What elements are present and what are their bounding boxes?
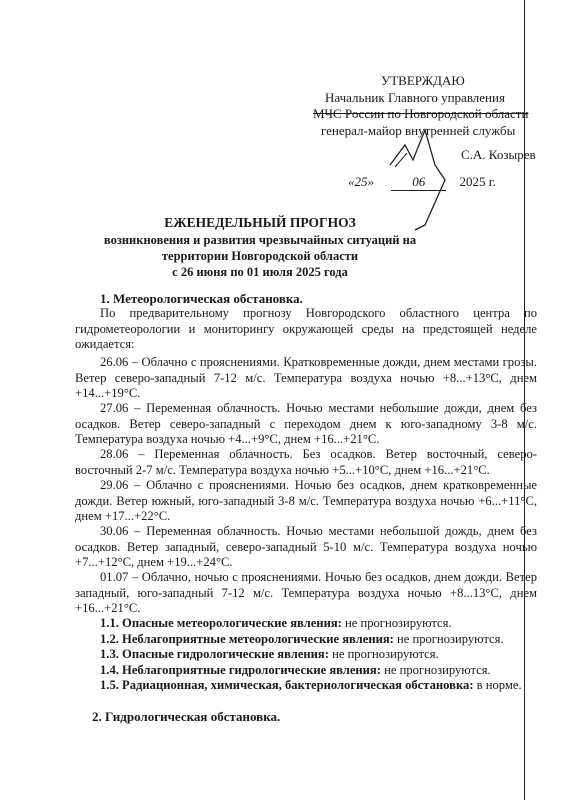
hazard-item-label: 1.1. Опасные метеорологические явления:	[100, 616, 342, 630]
forecast-day: 30.06 – Переменная облачность. Ночью местами небольшой дождь, днем без осадков. Ветер западный, северо-западный 5-10 м/с. Температура воздуха ночью +7...+12°С, днем +19...+24°С.	[75, 524, 537, 570]
approver-rank: генерал-майор внутренней службы	[321, 123, 516, 138]
hazard-item-value: не прогнозируются.	[380, 663, 491, 677]
forecast-day: 01.07 – Облачно, ночью с прояснениями. Ночью без осадков, днем дожди. Ветер западный, юго-западный 7-12 м/с. Температура воздуха ночью +8...13°С, днем +16...+21°С.	[75, 570, 537, 616]
section-heading-meteo: 1. Метеорологическая обстановка.	[100, 291, 303, 306]
approver-department: МЧС России по Новгородской области	[313, 106, 529, 121]
hazard-item-value: не прогнозируются.	[393, 632, 504, 646]
forecast-intro: По предварительному прогнозу Новгородского областного центра по гидрометеорологии и мониторингу окружающей среды на предстоящей неделе ожидается:	[75, 306, 537, 352]
hazard-item	[75, 678, 537, 694]
hazard-item-label: 1.3. Опасные гидрологические явления:	[100, 647, 329, 661]
hazard-item	[100, 632, 504, 648]
hazard-item-value: в норме.	[473, 678, 522, 692]
document-title: ЕЖЕНЕДЕЛЬНЫЙ ПРОГНОЗ	[164, 215, 356, 230]
forecast-day: 29.06 – Облачно с прояснениями. Ночью без осадков, днем кратковременные дожди. Ветер южный, юго-западный 3-8 м/с. Температура воздуха ночью +6...+11°С, днем +17...+22°С.	[75, 478, 537, 524]
approval-date	[346, 174, 496, 191]
hazard-item-label: 1.4. Неблагоприятные гидрологические явления:	[100, 663, 381, 677]
approver-position: Начальник Главного управления	[325, 90, 505, 105]
hazard-item-label: 1.2. Неблагоприятные метеорологические явления:	[100, 632, 394, 646]
hazard-item	[100, 647, 439, 663]
date-day: «25»	[348, 174, 374, 189]
hazard-item-value: не прогнозируются.	[341, 616, 452, 630]
section-heading-hydro: 2. Гидрологическая обстановка.	[92, 709, 281, 724]
document-period: с 26 июня по 01 июля 2025 года	[172, 265, 348, 279]
document-subtitle-1: возникновения и развития чрезвычайных ситуаций на	[103, 233, 417, 247]
forecast-day: 26.06 – Облачно с прояснениями. Кратковременные дожди, днем местами грозы. Ветер северо-западный 7-12 м/с. Температура воздуха ночью +8...+13°С, днем +14...+19°С.	[75, 355, 537, 401]
hazard-item	[100, 663, 491, 679]
approver-name: С.А. Козырев	[461, 147, 536, 162]
date-month: 06	[391, 174, 446, 191]
forecast-day: 27.06 – Переменная облачность. Ночью местами небольшие дожди, днем без осадков. Ветер северо-западный с переходом днем к юго-западному 3-8 м/с. Температура воздуха ночью +4...+9°С, днем +16...+21°С.	[75, 401, 537, 447]
hazard-item	[100, 616, 452, 632]
date-year: 2025 г.	[459, 174, 496, 189]
approve-label: УТВЕРЖДАЮ	[381, 73, 465, 88]
forecast-day: 28.06 – Переменная облачность. Без осадков. Ветер восточный, северо-восточный 2-7 м/с. Температура воздуха ночью +5...+10°С, днем +16...+21°С.	[75, 447, 537, 477]
document-subtitle-2: территории Новгородской области	[161, 249, 359, 263]
hazard-item-label: 1.5. Радиационная, химическая, бактериологическая обстановка:	[100, 678, 474, 692]
hazard-item-value: не прогнозируются.	[328, 647, 439, 661]
